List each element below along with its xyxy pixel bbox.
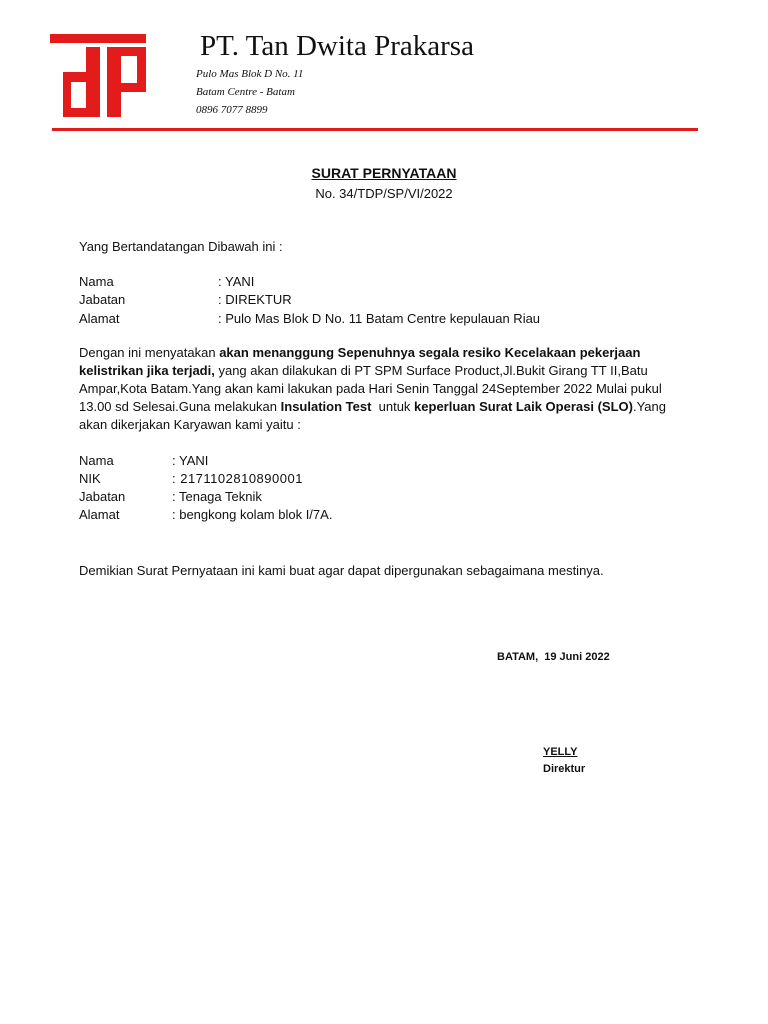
statement-text: yang akan dilakukan di PT SPM Surface Product,Jl.Bukit Girang TT II,Batu Ampar,Kota Batam.Yang akan kami lakukan pada Hari Senin Tanggal 24September 2022 Mulai pukul 13.00 sd Selesai.Guna melakukan [79,363,662,414]
signatory-address-row [79,310,540,328]
place-date: BATAM, 19 Juni 2022 [497,651,610,663]
header-divider [52,128,698,131]
field-value: : Pulo Mas Blok D No. 11 Batam Centre kepulauan Riau [218,311,541,326]
intro-text: Yang Bertandatangan Dibawah ini : [79,239,283,254]
document-title: SURAT PERNYATAAN [311,165,457,181]
employee-name-row [79,452,208,470]
signer-name: YELLY [543,746,578,758]
field-label: Alamat [79,311,120,326]
closing-text: Demikian Surat Pernyataan ini kami buat agar dapat dipergunakan sebagaimana mestinya. [79,563,604,578]
statement-bold: keperluan Surat Laik Operasi (SLO) [414,399,633,414]
field-label: Alamat [79,507,120,522]
field-value: : bengkong kolam blok I/7A. [172,507,333,522]
signer-title: Direktur [543,763,586,775]
field-value: : 2171102810890001 [172,471,303,486]
field-value: : DIREKTUR [218,292,292,307]
statement-bold: akan menanggung Sepenuhnya segala resiko Kecelakaan pekerjaan kelistrikan jika terjadi, [79,345,641,378]
statement-paragraph [79,344,679,434]
field-label: NIK [79,471,101,486]
statement-text: .Yang akan dikerjakan Karyawan kami yaitu : [79,399,666,432]
field-value: : Tenaga Teknik [172,489,262,504]
field-value: : YANI [172,453,209,468]
company-address-line1: Pulo Mas Blok D No. 11 [196,68,304,80]
statement-text: Dengan ini menyatakan [79,345,220,360]
employee-nik-row [79,470,303,488]
field-label: Jabatan [79,292,126,307]
employee-address-row [79,506,332,524]
employee-position-row [79,488,262,506]
field-value: : YANI [218,274,255,289]
dp-logo-icon [50,34,148,118]
company-phone: 0896 7077 8899 [196,104,268,116]
company-logo [50,34,148,118]
field-label: Jabatan [79,489,126,504]
signatory-name-row [79,273,254,291]
company-name: PT. Tan Dwita Prakarsa [200,30,474,62]
statement-text: untuk [371,399,415,414]
company-address-line2: Batam Centre - Batam [196,86,295,98]
statement-bold: Insulation Test [280,399,372,414]
field-label: Nama [79,453,114,468]
document-number: No. 34/TDP/SP/VI/2022 [315,186,453,201]
signatory-position-row [79,291,292,309]
field-label: Nama [79,274,114,289]
